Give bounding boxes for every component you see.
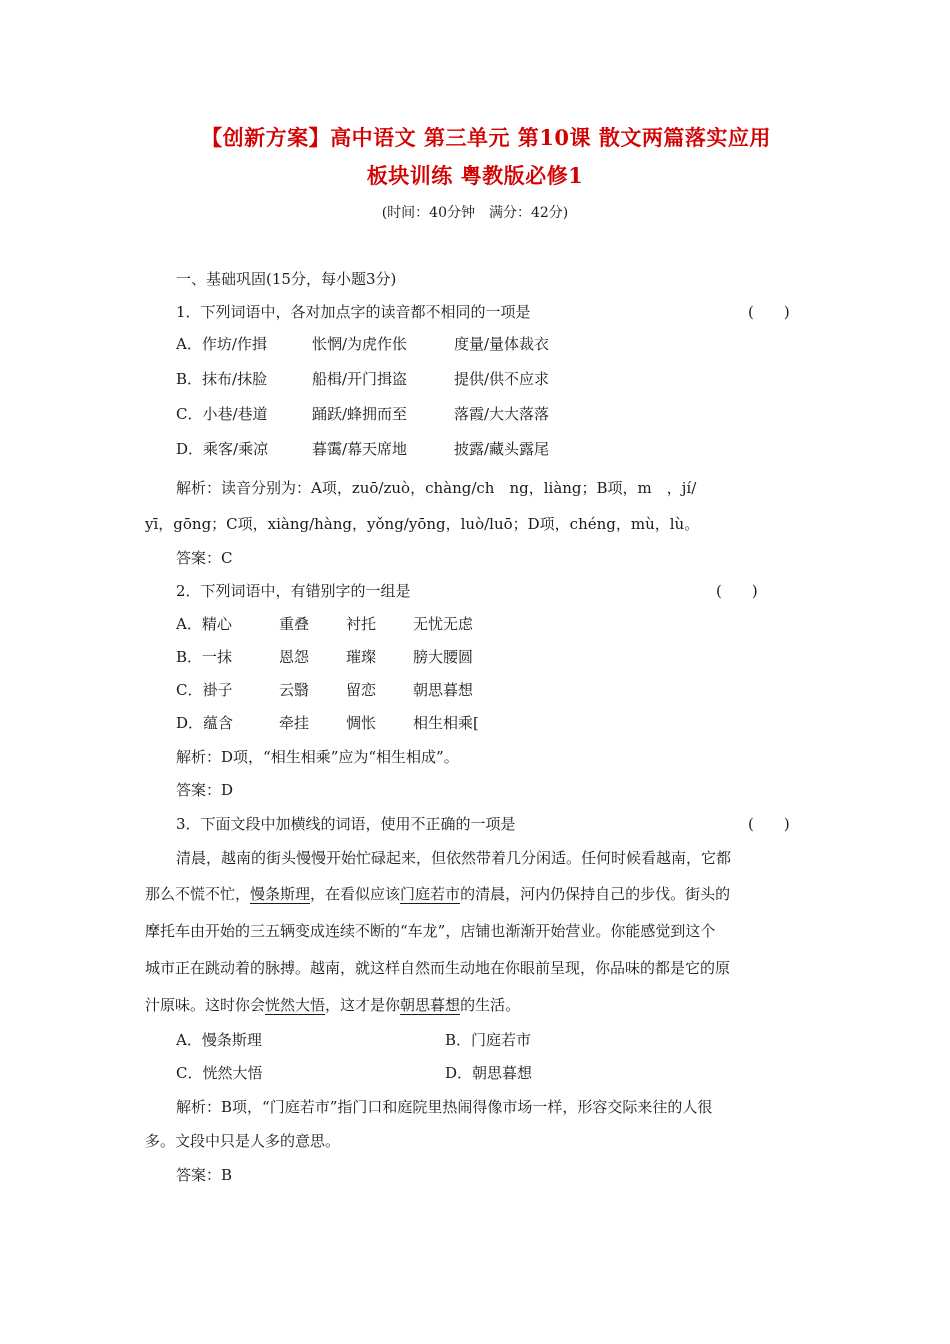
q3-passage-line5: 汁原味。这时你会恍然大悟，这才是你朝思暮想的生活。 bbox=[145, 996, 521, 1014]
q3-option-c: C．恍然大悟 bbox=[176, 1064, 263, 1082]
q2-answer-paren: ( ) bbox=[716, 582, 758, 600]
document-page: 【创新方案】高中语文 第三单元 第10课 散文两篇落实应用 板块训练 粤教版必修1 (时间：40分钟 满分：42分) 一、基础巩固(15分，每小题3分) 1．下列词语中，各对加点字的读音都不相同的一项是 ( ) A．作坊/作揖 怅惘/为虎作伥 度量/量体裁衣 B．抹布/抹脸 船楫/开门揖盗 提供/供不应求 C．小巷/巷道 踊跃/蜂拥而至 落霞/大大落落 D．乘客/乘凉 暮霭/幕天席地 披露/藏头露尾 解析：读音分别为：A项，zuō/zuò，chàng/ch ng，liàng；B项，m ，jí/ yī，gōng；C项，xiàng/hàng，yǒng/yōng，luò/luō；D项，chéng，mù，lù。 答案：C 2．下列词语中，有错别字的一组是 ( ) A．精心 重叠 衬托 无忧无虑 B．一抹 恩怨 璀璨 膀大腰圆 C．褂子 云翳 留恋 朝思暮想 D．蕴含 牵挂 惆怅 相生相乘[ 解析：D项，“相生相乘”应为“相生相成”。 答案：D 3．下面文段中加横线的词语，使用不正确的一项是 ( ) 清晨，越南的街头慢慢开始忙碌起来，但依然带着几分闲适。任何时候看越南，它都 那么不慌不忙，慢条斯理，在看似应该门庭若市的清晨，河内仍保持自己的步伐。街头的 摩托车由开始的三五辆变成连续不断的“车龙”，店铺也渐渐开始营业。你能感觉到这个 城市正在跳动着的脉搏。越南，就这样自然而生动地在你眼前呈现，你品味的都是它的原 汁原味。这时你会恍然大悟，这才是你朝思暮想的生活。 A．慢条斯理 B．门庭若市 C．恍然大悟 D．朝思暮想 解析：B项，“门庭若市”指门口和庭院里热闹得像市场一样，形容交际来往的人很 多。文段中只是人多的意思。 答案：B bbox=[0, 0, 950, 1344]
q3-option-a: A．慢条斯理 bbox=[176, 1031, 262, 1049]
q3-analysis-line1: 解析：B项，“门庭若市”指门口和庭院里热闹得像市场一样，形容交际来往的人很 bbox=[176, 1098, 713, 1116]
underlined-term-2: 门庭若市 bbox=[400, 885, 461, 903]
q1-analysis-line1: 解析：读音分别为：A项，zuō/zuò，chàng/ch ng，liàng；B项，m ，jí/ bbox=[176, 479, 697, 497]
underlined-term-1: 慢条斯理 bbox=[250, 885, 311, 903]
document-title-line1: 【创新方案】高中语文 第三单元 第10课 散文两篇落实应用 bbox=[201, 125, 771, 150]
q3-answer-paren: ( ) bbox=[748, 815, 790, 833]
q1-stem: 1．下列词语中，各对加点字的读音都不相同的一项是 bbox=[176, 303, 531, 321]
q1-answer: 答案：C bbox=[176, 549, 233, 567]
underlined-term-3: 恍然大悟 bbox=[265, 996, 326, 1014]
section-heading: 一、基础巩固(15分，每小题3分) bbox=[176, 270, 397, 288]
q3-answer: 答案：B bbox=[176, 1166, 233, 1184]
document-title-line2: 板块训练 粤教版必修1 bbox=[366, 163, 584, 188]
q3-option-b: B．门庭若市 bbox=[445, 1031, 532, 1049]
q3-passage-line3: 摩托车由开始的三五辆变成连续不断的“车龙”，店铺也渐渐开始营业。你能感觉到这个 bbox=[145, 922, 716, 940]
q1-answer-paren: ( ) bbox=[748, 303, 790, 321]
q3-option-d: D．朝思暮想 bbox=[445, 1064, 533, 1082]
q2-answer: 答案：D bbox=[176, 781, 234, 799]
q2-analysis: 解析：D项，“相生相乘”应为“相生相成”。 bbox=[176, 748, 459, 766]
q3-analysis-line2: 多。文段中只是人多的意思。 bbox=[145, 1132, 341, 1150]
document-subtitle: (时间：40分钟 满分：42分) bbox=[381, 205, 569, 221]
q3-passage-line4: 城市正在跳动着的脉搏。越南，就这样自然而生动地在你眼前呈现，你品味的都是它的原 bbox=[145, 959, 731, 977]
q3-stem: 3．下面文段中加横线的词语，使用不正确的一项是 bbox=[176, 815, 516, 833]
q1-analysis-line2: yī，gōng；C项，xiàng/hàng，yǒng/yōng，luò/luō；D项，chéng，mù，lù。 bbox=[145, 515, 700, 533]
underlined-term-4: 朝思暮想 bbox=[400, 996, 461, 1014]
q3-passage-line1: 清晨，越南的街头慢慢开始忙碌起来，但依然带着几分闲适。任何时候看越南，它都 bbox=[176, 849, 732, 867]
q2-stem: 2．下列词语中，有错别字的一组是 bbox=[176, 582, 411, 600]
q3-passage-line2: 那么不慌不忙，慢条斯理，在看似应该门庭若市的清晨，河内仍保持自己的步伐。街头的 bbox=[145, 885, 731, 903]
